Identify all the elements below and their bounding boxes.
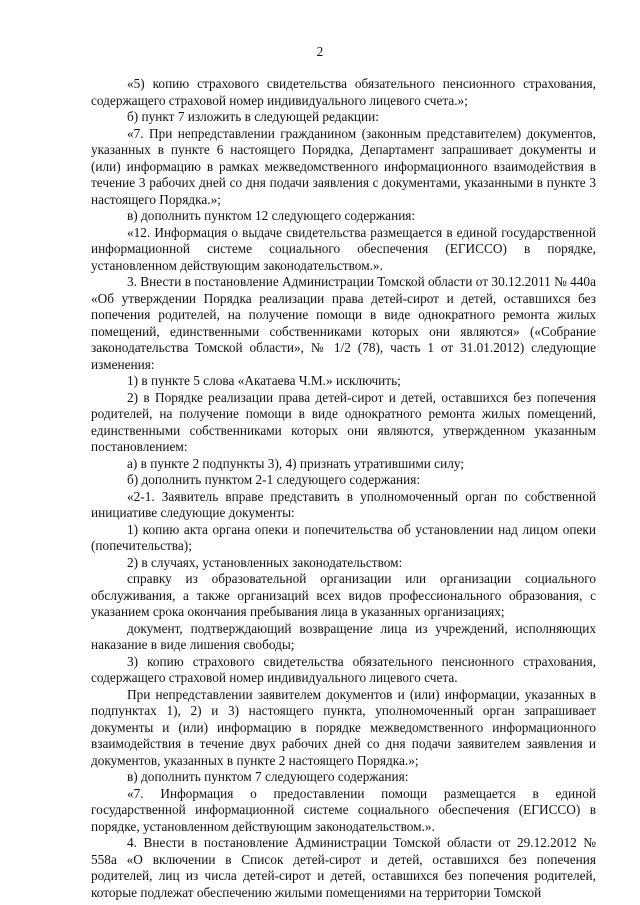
paragraph: в) дополнить пунктом 12 следующего содержания: [127, 208, 416, 223]
paragraph: б) дополнить пунктом 2-1 следующего содержания: [127, 472, 421, 487]
paragraph: 1) копию акта органа опеки и попечительства об установлении над лицом опеки (попечительства); [91, 521, 596, 553]
paragraph: 1) в пункте 5 слова «Акатаева Ч.М.» исключить; [127, 373, 401, 388]
paragraph: При непредставлении заявителем документов и (или) информации, указанных в подпунктах 1), 2) и 3) настоящего пункта, уполномоченный орган запрашивает документы и (или) информацию в порядке межведомственного информационного взаимодействия в течение двух рабочих дней со дня подачи заявителем заявления и документов, указанных в пункте 2 настоящего Порядка.»; [91, 686, 596, 768]
paragraph: документ, подтверждающий возвращение лица из учреждений, исполняющих наказание в виде лишения свободы; [91, 620, 596, 652]
paragraph: «7. При непредставлении гражданином (законным представителем) документов, указанных в пункте 6 настоящего Порядка, Департамент запрашивает документы и (или) информацию в рамках межведомственного информационного взаимодействия в течение 3 рабочих дней со дня подачи заявления с документами, указанными в пункте 3 настоящего Порядка.»; [91, 125, 596, 207]
paragraph: «7. Информация о предоставлении помощи размещается в единой государственной информационной системе социального обеспечения (ЕГИССО) в порядке, установленном действующим законодательством.». [91, 785, 596, 834]
paragraph: «5) копию страхового свидетельства обязательного пенсионного страхования, содержащего страховой номер индивидуального лицевого счета.»; [91, 76, 596, 108]
paragraph: справку из образовательной организации или организации социального обслуживания, а также организаций всех видов профессионального образования, с указанием срока окончания пребывания лица в указанных организациях; [91, 571, 596, 619]
paragraph: «12. Информация о выдаче свидетельства размещается в единой государственной информационной системе социального обеспечения (ЕГИССО) в порядке, установленном действующим законодательством.». [91, 224, 596, 273]
paragraph: 4. Внести в постановление Администрации Томской области от 29.12.2012 № 558а «О включении в Список детей-сирот и детей, оставшихся без попечения родителей, лиц из числа детей-сирот и детей, оставшихся без попечения родителей, которые подлежат обеспечению жилыми помещениями на территории Томской [91, 835, 596, 900]
paragraph: 3. Внести в постановление Администрации Томской области от 30.12.2011 № 440а «Об утверждении Порядка реализации права детей-сирот и детей, оставшихся без попечения родителей, на получение помощи в виде однократного ремонта жилых помещений, единственными собственниками которых они являются» («Собрание законодательства Томской области», № 1/2 (78), часть 1 от 31.01.2012) следующие изменения: [91, 274, 596, 372]
document-body [91, 76, 596, 901]
paragraph: 3) копию страхового свидетельства обязательного пенсионного страхования, содержащего страховой номер индивидуального лицевого счета. [91, 653, 596, 685]
paragraph: «2-1. Заявитель вправе представить в уполномоченный орган по собственной инициативе следующие документы: [91, 488, 596, 520]
paragraph: 2) в случаях, установленных законодательством: [127, 554, 403, 570]
paragraph: б) пункт 7 изложить в следующей редакции: [127, 109, 379, 124]
page-number: 2 [316, 44, 324, 59]
paragraph: а) в пункте 2 подпункты 3), 4) признать утратившими силу; [127, 455, 465, 471]
paragraph: в) дополнить пунктом 7 следующего содержания: [127, 769, 409, 784]
paragraph: 2) в Порядке реализации права детей-сирот и детей, оставшихся без попечения родителей, на получение помощи в виде однократного ремонта жилых помещений, единственными собственниками которых они являются, утвержденном указанным постановлением: [91, 389, 596, 454]
